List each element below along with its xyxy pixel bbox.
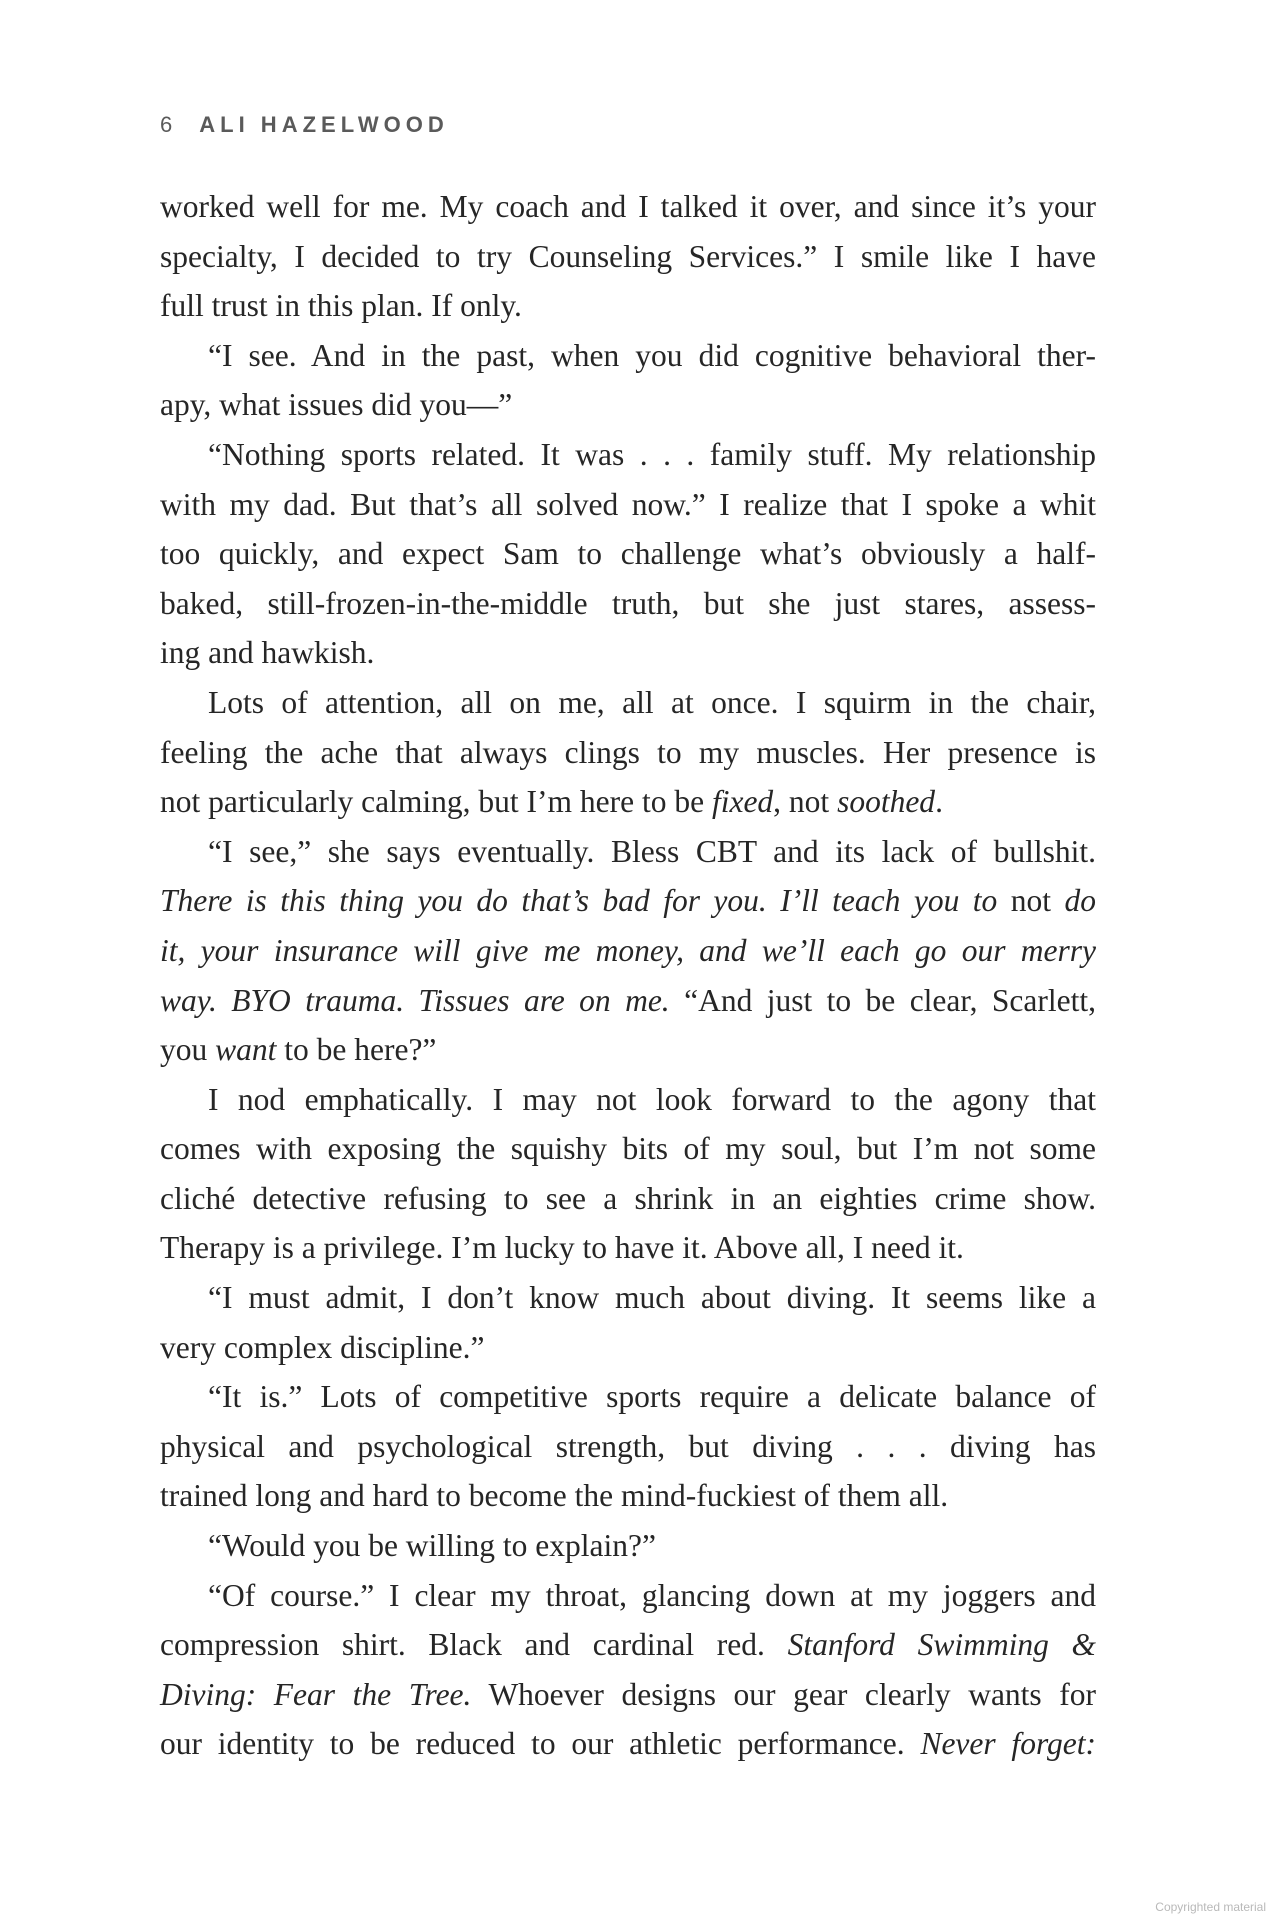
text-run: trained long and hard to become the mind-fuckiest of them all. [160, 1478, 949, 1514]
text-line [160, 876, 1096, 926]
text-run: “And just to be clear, Scarlett, [669, 982, 1096, 1018]
text-run: you [160, 1032, 216, 1068]
text-line [160, 678, 1096, 728]
text-run: “Of course.” I clear my throat, glancing down at my joggers and [208, 1577, 1096, 1613]
text-line [160, 1521, 1096, 1571]
text-line [160, 1571, 1096, 1621]
text-run: Therapy is a privilege. I’m lucky to have it. Above all, I need it. [160, 1230, 964, 1266]
italic-text: do [1064, 883, 1096, 919]
text-run: not particularly calming, but I’m here to be [160, 784, 712, 820]
text-run: baked, still-frozen-in-the-middle truth, but she just stares, assess- [160, 585, 1096, 621]
text-run: cliché detective refusing to see a shrink in an eighties crime show. [160, 1180, 1096, 1216]
text-run: comes with exposing the squishy bits of my soul, but I’m not some [160, 1131, 1096, 1167]
text-line [160, 1124, 1096, 1174]
text-run: physical and psychological strength, but diving . . . diving has [160, 1428, 1096, 1464]
text-run: feeling the ache that always clings to my muscles. Her presence is [160, 734, 1096, 770]
italic-text: it, your insurance will give me money, and we’ll each go our merry [160, 932, 1096, 968]
text-run: worked well for me. My coach and I talked it over, and since it’s your [160, 189, 1096, 224]
italic-text: There is this thing you do that’s bad for you. I’ll teach you to [160, 883, 998, 919]
running-head [160, 112, 449, 138]
text-run: apy, what issues did you—” [160, 387, 513, 423]
text-line [160, 1670, 1096, 1720]
text-line [160, 1075, 1096, 1125]
text-line [160, 380, 1096, 430]
body-text [160, 182, 1096, 1769]
text-run: “I must admit, I don’t know much about diving. It seems like a [208, 1280, 1096, 1316]
text-line [160, 1025, 1096, 1075]
text-line [160, 1620, 1096, 1670]
italic-text: soothed [837, 784, 936, 820]
text-run: to be here?” [276, 1032, 437, 1068]
text-run: with my dad. But that’s all solved now.” I realize that I spoke a whit [160, 486, 1096, 522]
text-line [160, 1273, 1096, 1323]
text-line [160, 777, 1096, 827]
text-line [160, 926, 1096, 976]
text-run: Whoever designs our gear clearly wants for [471, 1676, 1096, 1712]
text-run: “It is.” Lots of competitive sports require a delicate balance of [208, 1379, 1096, 1415]
text-run: specialty, I decided to try Counseling Services.” I smile like I have [160, 238, 1096, 274]
text-run: too quickly, and expect Sam to challenge what’s obviously a half- [160, 536, 1096, 572]
text-line [160, 628, 1096, 678]
text-line [160, 827, 1096, 877]
author-name: ALI HAZELWOOD [199, 112, 449, 137]
italic-text: Never forget: [920, 1726, 1096, 1762]
text-line [160, 1223, 1096, 1273]
text-line [160, 529, 1096, 579]
text-run: not [997, 883, 1065, 919]
text-line [160, 281, 1096, 331]
text-line [160, 976, 1096, 1026]
text-line [160, 579, 1096, 629]
text-line [160, 1719, 1096, 1769]
text-run: “Nothing sports related. It was . . . family stuff. My relationship [208, 436, 1096, 472]
text-line [160, 728, 1096, 778]
text-run: compression shirt. Black and cardinal red. [160, 1627, 788, 1663]
text-run: “I see,” she says eventually. Bless CBT and its lack of bullshit. [208, 833, 1096, 869]
text-run: “Would you be willing to explain?” [208, 1528, 656, 1564]
italic-text: Diving: Fear the Tree. [160, 1676, 472, 1712]
italic-text: Stanford Swimming & [787, 1627, 1096, 1663]
text-run: very complex discipline.” [160, 1329, 485, 1365]
italic-text: fixed [711, 784, 774, 820]
text-line [160, 1422, 1096, 1472]
text-run: I nod emphatically. I may not look forward to the agony that [208, 1081, 1096, 1117]
text-run: “I see. And in the past, when you did cognitive behavioral ther- [208, 337, 1096, 373]
page-number: 6 [160, 112, 178, 137]
italic-text: want [215, 1032, 277, 1068]
text-run: , not [773, 784, 838, 820]
text-run: our identity to be reduced to our athletic performance. [160, 1726, 921, 1762]
text-run: Lots of attention, all on me, all at once. I squirm in the chair, [208, 684, 1096, 720]
text-line [160, 331, 1096, 381]
text-run: ing and hawkish. [160, 635, 375, 671]
copyright-watermark: Copyrighted material [1155, 1900, 1266, 1914]
text-line [160, 232, 1096, 282]
text-line [160, 1471, 1096, 1521]
text-line [160, 1174, 1096, 1224]
text-line [160, 430, 1096, 480]
text-run: full trust in this plan. If only. [160, 288, 522, 324]
text-line [160, 480, 1096, 530]
text-run: . [935, 784, 943, 820]
text-line [160, 1323, 1096, 1373]
italic-text: way. BYO trauma. Tissues are on me. [160, 982, 670, 1018]
text-line [160, 1372, 1096, 1422]
text-line [160, 182, 1096, 232]
